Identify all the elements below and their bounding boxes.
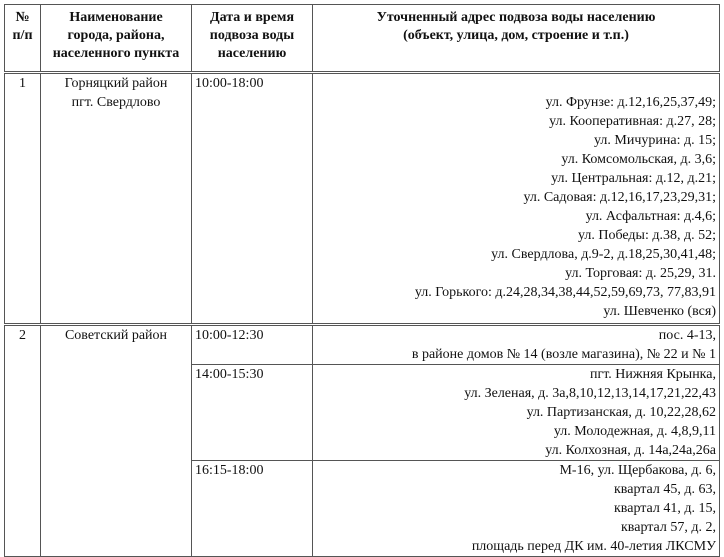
address-line: ул. Центральная: д.12, д.21;	[551, 171, 716, 186]
header-num-line: №	[15, 10, 30, 25]
table-row	[5, 325, 720, 365]
address-line: ул. Кооперативная: д.27, 28;	[549, 114, 716, 129]
address-line	[316, 74, 716, 93]
district-name	[41, 73, 192, 325]
address-line: пос. 4-13,	[658, 328, 716, 343]
header-time	[192, 5, 313, 73]
header-num	[5, 5, 41, 73]
delivery-time: 10:00-12:30	[192, 325, 313, 365]
address-line: ул. Колхозная, д. 14а,24а,26а	[545, 443, 716, 458]
address-line: ул. Зеленая, д. 3а,8,10,12,13,14,17,21,22,43	[464, 386, 716, 401]
address-line: ул. Победы: д.38, д. 52;	[577, 228, 716, 243]
delivery-addresses	[313, 365, 720, 461]
address-line: в районе домов № 14 (возле магазина), № 22 и № 1	[411, 347, 716, 362]
row-number: 2	[5, 325, 41, 557]
district-name-line: пгт. Свердлово	[71, 95, 161, 110]
delivery-addresses	[313, 461, 720, 557]
header-time-line: населению	[217, 46, 287, 61]
table-body	[5, 73, 720, 557]
address-line: ул. Комсомольская, д. 3,6;	[561, 152, 716, 167]
address-line: пгт. Нижняя Крынка,	[590, 367, 716, 382]
address-line: площадь перед ДК им. 40-летия ЛКСМУ	[471, 539, 716, 554]
address-line: квартал 57, д. 2,	[621, 520, 716, 535]
header-name	[41, 5, 192, 73]
address-line: ул. Мичурина: д. 15;	[594, 133, 716, 148]
delivery-addresses	[313, 325, 720, 365]
address-line: квартал 41, д. 15,	[614, 501, 716, 516]
header-address	[313, 5, 720, 73]
water-delivery-table	[4, 4, 720, 557]
district-name	[41, 325, 192, 557]
address-line: ул. Партизанская, д. 10,22,28,62	[526, 405, 716, 420]
district-name-line: Советский район	[64, 328, 168, 343]
address-line: М-16, ул. Щербакова, д. 6,	[559, 463, 716, 478]
header-address-line: (объект, улица, дом, строение и т.п.)	[403, 28, 629, 43]
delivery-time: 14:00-15:30	[192, 365, 313, 461]
delivery-time: 16:15-18:00	[192, 461, 313, 557]
table-row	[5, 73, 720, 325]
row-number: 1	[5, 73, 41, 325]
header-address-line: Уточненный адрес подвоза воды населению	[376, 10, 656, 25]
address-line: ул. Шевченко (вся)	[603, 304, 716, 319]
header-time-line: Дата и время	[209, 10, 295, 25]
delivery-addresses	[313, 73, 720, 325]
district-name-line: Горняцкий район	[64, 76, 168, 91]
header-num-line: п/п	[12, 28, 33, 43]
address-line: ул. Садовая: д.12,16,17,23,29,31;	[523, 190, 716, 205]
address-line: ул. Торговая: д. 25,29, 31.	[565, 266, 716, 281]
header-name-line: населенного пункта	[52, 46, 180, 61]
delivery-time: 10:00-18:00	[192, 73, 313, 325]
header-name-line: города, района,	[67, 28, 165, 43]
header-time-line: подвоза воды	[209, 28, 295, 43]
address-line: квартал 45, д. 63,	[614, 482, 716, 497]
header-name-line: Наименование	[69, 10, 163, 25]
address-line: ул. Асфальтная: д.4,6;	[585, 209, 716, 224]
table-header-row	[5, 5, 720, 73]
address-line: ул. Молодежная, д. 4,8,9,11	[553, 424, 716, 439]
address-line: ул. Свердлова, д.9-2, д.18,25,30,41,48;	[491, 247, 716, 262]
address-line: ул. Горького: д.24,28,34,38,44,52,59,69,73, 77,83,91	[414, 285, 716, 300]
address-line: ул. Фрунзе: д.12,16,25,37,49;	[545, 95, 716, 110]
